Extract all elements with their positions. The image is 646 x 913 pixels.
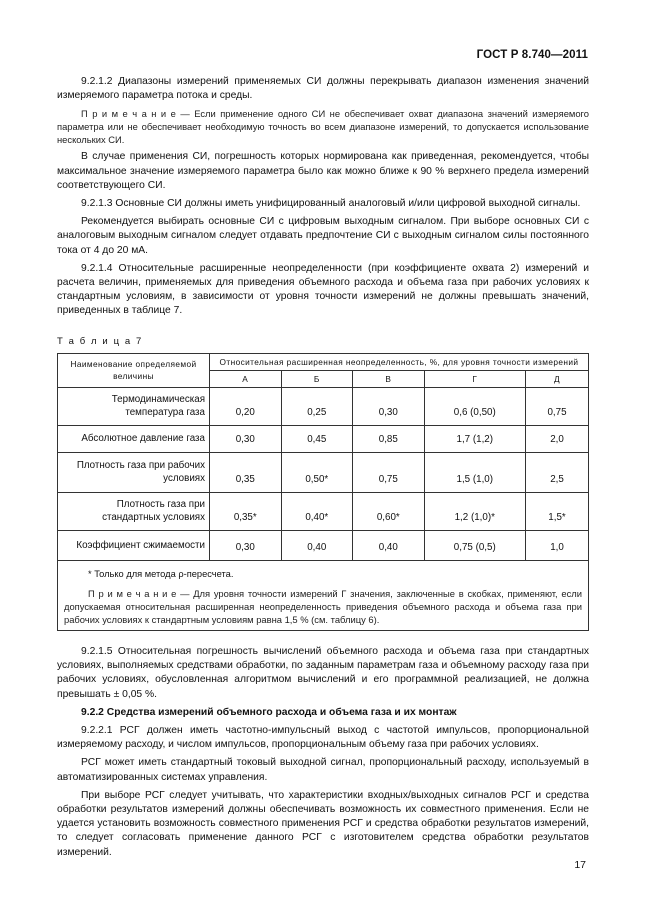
cell-value: 0,75 <box>353 452 425 492</box>
table-header-row <box>58 353 589 370</box>
table-footnote: * Только для метода ρ-пересчета. <box>88 568 234 579</box>
cell-value: 0,20 <box>210 387 282 425</box>
paragraph-9-2-1-5: 9.2.1.5 Относительная погрешность вычислений объемного расхода и объема газа при стандартных условиях, выполняемых средствами обработки, по заданным параметрам газа и объемному расходу газа при рабочих условиях, обусловленная алгоритмом вычислений и его программной реализацией, не должна превышать ± 0,05 %. <box>57 646 589 700</box>
cell-value: 0,60* <box>353 492 425 530</box>
note-1-label: П р и м е ч а н и е <box>81 108 176 120</box>
row-name: Термодинамическая температура газа <box>58 387 210 425</box>
cell-value: 0,85 <box>353 425 425 452</box>
table-row <box>58 530 589 560</box>
cell-value: 0,40 <box>281 530 353 560</box>
table-row <box>58 387 589 425</box>
row-name: Абсолютное давление газа <box>58 425 210 452</box>
cell-value: 1,5 (1,0) <box>424 452 525 492</box>
cell-value: 0,50* <box>281 452 353 492</box>
cell-value: 0,45 <box>281 425 353 452</box>
level-a: А <box>210 370 282 387</box>
level-g: Г <box>424 370 525 387</box>
cell-value: 2,0 <box>526 425 589 452</box>
header-uncertainty-group: Относительная расширенная неопределенность, %, для уровня точности измерений <box>210 353 589 370</box>
paragraph-digital-output: Рекомендуется выбирать основные СИ с цифровым выходным сигналом. При выборе основных СИ с аналоговым выходным сигналом следует отдавать предпочтение СИ с выходным сигналом силы постоянного тока от 4 до 20 мА. <box>57 216 589 256</box>
cell-value: 0,75 (0,5) <box>424 530 525 560</box>
table-note-label: П р и м е ч а н и е <box>88 588 177 600</box>
cell-value: 0,75 <box>526 387 589 425</box>
level-d: Д <box>526 370 589 387</box>
note-1 <box>57 107 589 146</box>
cell-value: 1,5* <box>526 492 589 530</box>
cell-value: 0,30 <box>353 387 425 425</box>
cell-value: 0,35* <box>210 492 282 530</box>
table-row <box>58 452 589 492</box>
cell-value: 0,30 <box>210 425 282 452</box>
cell-value: 0,35 <box>210 452 282 492</box>
cell-value: 1,2 (1,0)* <box>424 492 525 530</box>
cell-value: 0,30 <box>210 530 282 560</box>
cell-value: 0,40 <box>353 530 425 560</box>
page-number: 17 <box>574 859 586 871</box>
table-note-text: — Для уровня точности измерений Г значения, заключенные в скобках, применяют, если допускаемая относительная расширенная неопределенность приведения объемного расхода и объема газа при рабочих условиях к стандартным условиям равна 1,5 % (см. таблицу 6). <box>64 588 582 626</box>
cell-value: 0,6 (0,50) <box>424 387 525 425</box>
table-note <box>64 587 582 626</box>
cell-value: 0,40* <box>281 492 353 530</box>
row-name: Плотность газа при рабочих условиях <box>58 452 210 492</box>
header-quantity-name: Наименование определяемой величины <box>58 353 210 387</box>
paragraph-9-2-1-2: 9.2.1.2 Диапазоны измерений применяемых СИ должны перекрывать диапазон изменения значений измеряемого параметра потока и среды. <box>57 76 589 102</box>
paragraph-reduced-error: В случае применения СИ, погрешность которых нормирована как приведенная, рекомендуется, чтобы максимальное значение измеряемого параметра было как можно ближе к 90 % верхнего предела измерений соответствующего СИ. <box>57 151 589 191</box>
page-content <box>57 75 589 864</box>
paragraph-9-2-1-3: 9.2.1.3 Основные СИ должны иметь унифицированный аналоговый и/или цифровой выходной сигналы. <box>81 198 581 210</box>
note-1-text: — Если применение одного СИ не обеспечивает охват диапазона значений измеряемого параметра или не обеспечивает необходимую точность во всем диапазоне измерений, то допускается использование нескольких СИ. <box>57 108 589 146</box>
paragraph-current-output: РСГ может иметь стандартный токовый выходной сигнал, пропорциональный расходу, используемый в автоматизированных системах управления. <box>57 757 589 783</box>
uncertainty-table <box>57 353 589 631</box>
cell-value: 2,5 <box>526 452 589 492</box>
table-row <box>58 425 589 452</box>
paragraph-signal-compatibility: При выборе РСГ следует учитывать, что характеристики входных/выходных сигналов РСГ и средства обработки результатов измерений должны обеспечивать возможность их совместного применения. Если не удается установить возможность совместного применения РСГ и средства обработки результатов измерений, то следует согласовать применение данного РСГ с изготовителем средства обработки результатов измерений. <box>57 789 589 858</box>
cell-value: 0,25 <box>281 387 353 425</box>
row-name: Коэффициент сжимаемости <box>58 530 210 560</box>
cell-value: 1,7 (1,2) <box>424 425 525 452</box>
section-heading-9-2-2: 9.2.2 Средства измерений объемного расхода и объема газа и их монтаж <box>81 706 457 718</box>
level-b: Б <box>281 370 353 387</box>
table-caption: Т а б л и ц а 7 <box>57 335 143 347</box>
table-row <box>58 492 589 530</box>
row-name: Плотность газа при стандартных условиях <box>58 492 210 530</box>
doc-code-header: ГОСТ Р 8.740—2011 <box>476 49 588 61</box>
paragraph-9-2-2-1: 9.2.2.1 РСГ должен иметь частотно-импульсный выход с частотой импульсов, пропорциональной измеряемому расходу, и числом импульсов, пропорциональным объему газа при рабочих условиях. <box>57 725 589 751</box>
cell-value: 1,0 <box>526 530 589 560</box>
table-notes-cell <box>58 560 589 630</box>
table-notes-row <box>58 560 589 630</box>
paragraph-9-2-1-4: 9.2.1.4 Относительные расширенные неопределенности (при коэффициенте охвата 2) измерений и расчета величин, применяемых для приведения объемного расхода и объема газа при рабочих условиях к стандартным условиям, в зависимости от уровня точности измерений не должны превышать значений, приведенных в таблице 7. <box>57 262 589 317</box>
level-v: В <box>353 370 425 387</box>
